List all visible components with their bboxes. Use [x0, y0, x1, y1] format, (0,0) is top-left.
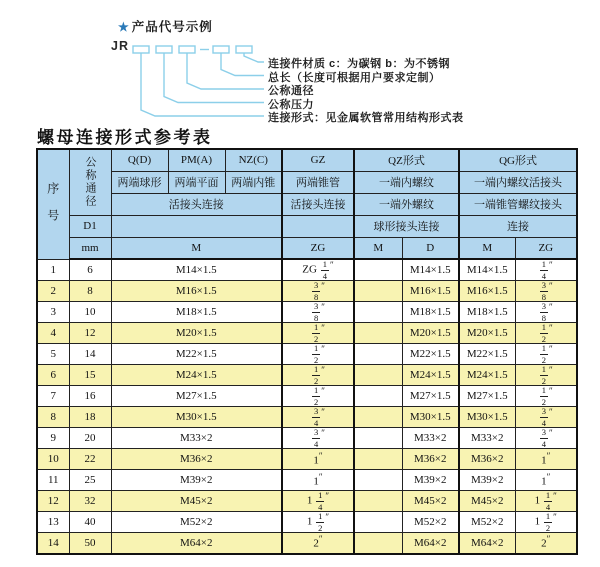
cell-qg-zg: $\frac{1}{2}$ ″ — [515, 344, 577, 365]
cell-qz-d: M36×2 — [402, 449, 459, 470]
header-q-sub: 两端球形 — [111, 171, 168, 193]
header-row-2 — [37, 171, 577, 193]
cell-zg: $\frac{1}{2}$ ″ — [282, 323, 354, 344]
cell-qz-d: M52×2 — [402, 512, 459, 533]
cell-qg-zg: $\frac{1}{2}$ ″ — [515, 323, 577, 344]
cell-zg: $\frac{1}{2}$ ″ — [282, 386, 354, 407]
cell-seq: 10 — [37, 449, 69, 470]
star-icon: ★ — [118, 20, 130, 34]
table-row — [37, 512, 577, 533]
cell-seq: 5 — [37, 344, 69, 365]
cell-mm: 8 — [69, 281, 111, 302]
cell-qg-zg: $\frac{1}{2}$ ″ — [515, 365, 577, 386]
table-row — [37, 281, 577, 302]
header-qg-zg: ZG — [515, 237, 577, 259]
cell-zg: ZG $\frac{1}{4}$ ″ — [282, 259, 354, 281]
cell-qg-zg: 1″ — [515, 449, 577, 470]
cell-qg-m: M22×1.5 — [459, 344, 515, 365]
cell-mm: 6 — [69, 259, 111, 281]
cell-qz-d: M64×2 — [402, 533, 459, 554]
cell-qg-m: M45×2 — [459, 491, 515, 512]
cell-zg: 1 $\frac{1}{4}$ ″ — [282, 491, 354, 512]
cell-zg: $\frac{3}{4}$ ″ — [282, 428, 354, 449]
cell-seq: 6 — [37, 365, 69, 386]
cell-m: M30×1.5 — [111, 407, 282, 428]
header-seq: 序号 — [37, 149, 69, 259]
callout-label-pressure: 公称压力 — [268, 98, 314, 111]
cell-qz-d: M22×1.5 — [402, 344, 459, 365]
cell-qz-m — [354, 428, 402, 449]
cell-qz-d: M27×1.5 — [402, 386, 459, 407]
code-box-2 — [156, 46, 172, 53]
cell-qz-m — [354, 512, 402, 533]
callout-line-2 — [221, 53, 264, 76]
header-empty-gz — [282, 215, 354, 237]
cell-qg-m: M18×1.5 — [459, 302, 515, 323]
cell-m: M52×2 — [111, 512, 282, 533]
diagram-heading — [118, 17, 213, 35]
cell-m: M36×2 — [111, 449, 282, 470]
cell-qz-m — [354, 533, 402, 554]
header-row-4 — [37, 215, 577, 237]
code-prefix: JR — [111, 39, 129, 53]
header-qg-sub1: 一端内螺纹活接头 — [459, 171, 577, 193]
cell-qg-zg: 1 $\frac{1}{2}$ ″ — [515, 512, 577, 533]
header-qz-m: M — [354, 237, 402, 259]
table-row — [37, 386, 577, 407]
cell-zg: 1″ — [282, 470, 354, 491]
header-qg-sub3: 连接 — [459, 215, 577, 237]
cell-qz-d: M33×2 — [402, 428, 459, 449]
code-box-3 — [179, 46, 195, 53]
cell-qz-m — [354, 259, 402, 281]
cell-m: M22×1.5 — [111, 344, 282, 365]
callout-line-4 — [164, 53, 264, 103]
cell-seq: 9 — [37, 428, 69, 449]
cell-qg-zg: 1 $\frac{1}{4}$ ″ — [515, 491, 577, 512]
cell-qz-d: M45×2 — [402, 491, 459, 512]
cell-mm: 22 — [69, 449, 111, 470]
cell-qz-d: M18×1.5 — [402, 302, 459, 323]
cell-zg: $\frac{1}{2}$ ″ — [282, 344, 354, 365]
cell-mm: 50 — [69, 533, 111, 554]
cell-qg-m: M36×2 — [459, 449, 515, 470]
header-pm-sub: 两端平面 — [168, 171, 225, 193]
nut-connection-table — [36, 148, 578, 555]
table-row — [37, 344, 577, 365]
table-title: 螺母连接形式参考表 — [37, 128, 213, 148]
cell-mm: 18 — [69, 407, 111, 428]
code-box-4 — [213, 46, 229, 53]
cell-qz-m — [354, 323, 402, 344]
cell-qg-m: M64×2 — [459, 533, 515, 554]
cell-qz-d: M24×1.5 — [402, 365, 459, 386]
cell-qz-m — [354, 281, 402, 302]
cell-zg: $\frac{1}{2}$ ″ — [282, 365, 354, 386]
cell-qz-m — [354, 470, 402, 491]
cell-qz-m — [354, 302, 402, 323]
cell-seq: 7 — [37, 386, 69, 407]
cell-seq: 13 — [37, 512, 69, 533]
header-qz-d: D — [402, 237, 459, 259]
cell-seq: 11 — [37, 470, 69, 491]
table-row — [37, 428, 577, 449]
header-col-q: Q(D) — [111, 149, 168, 171]
cell-qg-zg: 1″ — [515, 470, 577, 491]
callout-label-diameter: 公称通径 — [268, 85, 314, 97]
header-empty-left — [111, 215, 282, 237]
header-qz-sub1: 一端内螺纹 — [354, 171, 459, 193]
cell-m: M14×1.5 — [111, 259, 282, 281]
cell-qg-m: M16×1.5 — [459, 281, 515, 302]
cell-qz-d: M30×1.5 — [402, 407, 459, 428]
header-col-qz: QZ形式 — [354, 149, 459, 171]
header-qg-sub2: 一端锥管螺纹接头 — [459, 193, 577, 215]
callout-label-material: 连接件材质 c：为碳钢 b：为不锈钢 — [268, 58, 450, 70]
cell-mm: 16 — [69, 386, 111, 407]
table-body — [37, 259, 577, 554]
header-nz-sub: 两端内锥 — [225, 171, 282, 193]
header-gz-sub: 两端锥管 — [282, 171, 354, 193]
cell-qg-zg: $\frac{3}{8}$ ″ — [515, 302, 577, 323]
cell-m: M16×1.5 — [111, 281, 282, 302]
table-row — [37, 491, 577, 512]
cell-qg-m: M52×2 — [459, 512, 515, 533]
cell-qz-d: M14×1.5 — [402, 259, 459, 281]
table-row — [37, 365, 577, 386]
cell-qz-m — [354, 491, 402, 512]
cell-qz-d: M39×2 — [402, 470, 459, 491]
table-row — [37, 533, 577, 554]
cell-qz-d: M16×1.5 — [402, 281, 459, 302]
header-qg-m: M — [459, 237, 515, 259]
cell-qg-m: M14×1.5 — [459, 259, 515, 281]
cell-seq: 3 — [37, 302, 69, 323]
header-col-pm: PM(A) — [168, 149, 225, 171]
cell-mm: 14 — [69, 344, 111, 365]
cell-zg: 1″ — [282, 449, 354, 470]
cell-qz-m — [354, 386, 402, 407]
cell-qz-m — [354, 344, 402, 365]
cell-qg-zg: $\frac{1}{2}$ ″ — [515, 386, 577, 407]
cell-qg-zg: $\frac{3}{8}$ ″ — [515, 281, 577, 302]
callout-line-5 — [141, 53, 264, 116]
header-qz-sub3: 球形接头连接 — [354, 215, 459, 237]
cell-zg: $\frac{3}{4}$ ″ — [282, 407, 354, 428]
callout-label-length: 总长（长度可根据用户要求定制） — [268, 71, 441, 84]
callout-line-1 — [244, 53, 264, 62]
cell-qz-m — [354, 365, 402, 386]
cell-seq: 12 — [37, 491, 69, 512]
code-box-1 — [133, 46, 149, 53]
cell-mm: 20 — [69, 428, 111, 449]
cell-qg-m: M20×1.5 — [459, 323, 515, 344]
callout-label-connection: 连接形式：见金属软管常用结构形式表 — [268, 112, 464, 124]
cell-zg: 2″ — [282, 533, 354, 554]
cell-m: M18×1.5 — [111, 302, 282, 323]
cell-m: M24×1.5 — [111, 365, 282, 386]
cell-m: M45×2 — [111, 491, 282, 512]
header-col-qg: QG形式 — [459, 149, 577, 171]
header-zg: ZG — [282, 237, 354, 259]
cell-qg-zg: $\frac{3}{4}$ ″ — [515, 407, 577, 428]
cell-mm: 15 — [69, 365, 111, 386]
header-m3: M — [111, 237, 282, 259]
header-col-gz: GZ — [282, 149, 354, 171]
header-row-1 — [37, 149, 577, 171]
table-row — [37, 259, 577, 281]
header-d1: D1 — [69, 215, 111, 237]
cell-qg-m: M24×1.5 — [459, 365, 515, 386]
cell-mm: 12 — [69, 323, 111, 344]
cell-qz-m — [354, 407, 402, 428]
cell-qz-m — [354, 449, 402, 470]
diagram-heading-text: 产品代号示例 — [131, 20, 213, 34]
table-row — [37, 449, 577, 470]
cell-qg-m: M30×1.5 — [459, 407, 515, 428]
header-gz-union: 活接头连接 — [282, 193, 354, 215]
header-row-3 — [37, 193, 577, 215]
header-row-5 — [37, 237, 577, 259]
cell-seq: 14 — [37, 533, 69, 554]
cell-m: M27×1.5 — [111, 386, 282, 407]
cell-seq: 8 — [37, 407, 69, 428]
cell-qg-zg: $\frac{1}{4}$ ″ — [515, 259, 577, 281]
cell-mm: 25 — [69, 470, 111, 491]
cell-m: M64×2 — [111, 533, 282, 554]
cell-qg-zg: $\frac{3}{4}$ ″ — [515, 428, 577, 449]
cell-qg-m: M33×2 — [459, 428, 515, 449]
cell-m: M20×1.5 — [111, 323, 282, 344]
code-box-5 — [236, 46, 252, 53]
table-row — [37, 302, 577, 323]
table-row — [37, 470, 577, 491]
cell-m: M39×2 — [111, 470, 282, 491]
header-union-connection: 活接头连接 — [111, 193, 282, 215]
cell-seq: 2 — [37, 281, 69, 302]
header-col-nz: NZ(C) — [225, 149, 282, 171]
cell-zg: 1 $\frac{1}{2}$ ″ — [282, 512, 354, 533]
cell-m: M33×2 — [111, 428, 282, 449]
cell-qg-m: M27×1.5 — [459, 386, 515, 407]
cell-seq: 1 — [37, 259, 69, 281]
cell-zg: $\frac{3}{8}$ ″ — [282, 281, 354, 302]
table-row — [37, 407, 577, 428]
cell-qz-d: M20×1.5 — [402, 323, 459, 344]
table-row — [37, 323, 577, 344]
header-mm: mm — [69, 237, 111, 259]
header-qz-sub2: 一端外螺纹 — [354, 193, 459, 215]
cell-qg-zg: 2″ — [515, 533, 577, 554]
cell-zg: $\frac{3}{8}$ ″ — [282, 302, 354, 323]
cell-mm: 32 — [69, 491, 111, 512]
header-nominal-diameter: 公称通径 — [69, 149, 111, 215]
cell-seq: 4 — [37, 323, 69, 344]
cell-mm: 40 — [69, 512, 111, 533]
cell-qg-m: M39×2 — [459, 470, 515, 491]
cell-mm: 10 — [69, 302, 111, 323]
